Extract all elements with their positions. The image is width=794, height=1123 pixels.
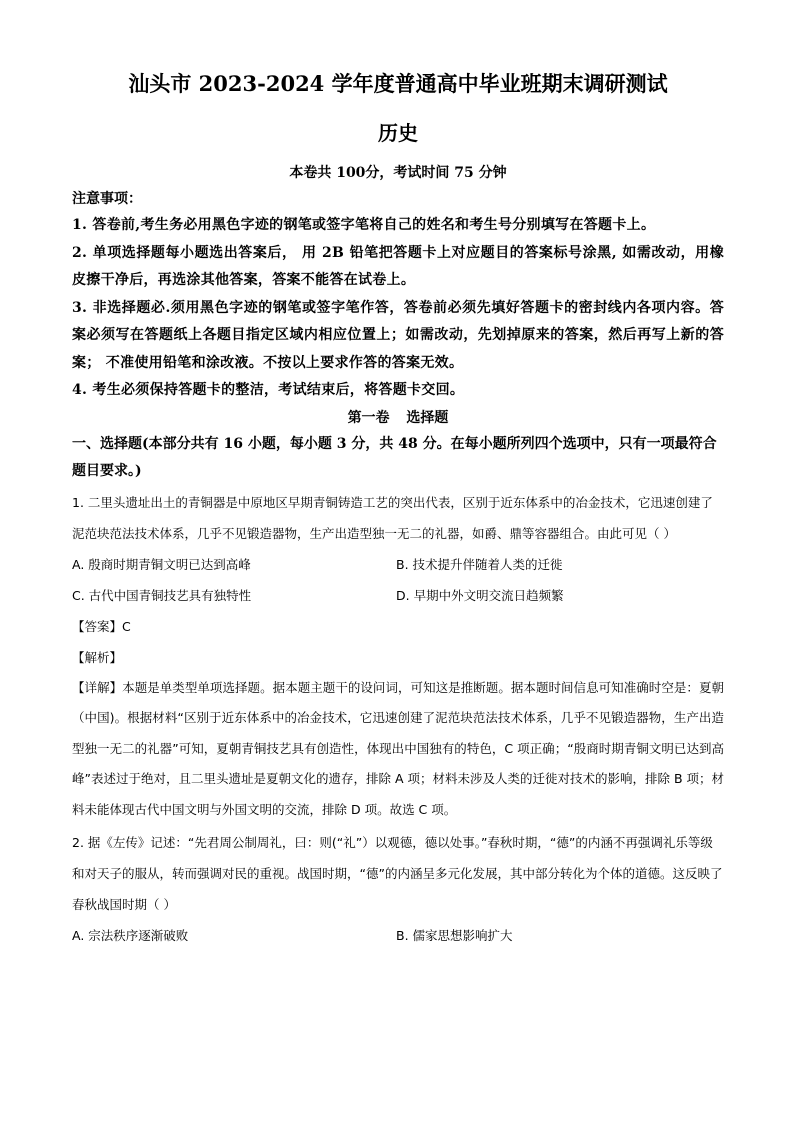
notice-item: 2. 单项选择题每小题选出答案后， 用 2B 铅笔把答题卡上对应题目的答案标号涂黑, 如需改动，用橡皮擦干净后，再选涂其他答案，答案不能答在试卷上。 — [72, 244, 724, 288]
question-2 — [72, 827, 724, 951]
notice-item: 1. 答卷前,考生务必用黑色字迹的钢笔或签字笔将自己的姓名和考生号分别填写在答题卡上。 — [72, 217, 656, 233]
exam-title: 汕头市 2023-2024 学年度普通高中毕业班期末调研测试 — [128, 71, 668, 96]
question-stem: 2. 据《左传》记述：“先君周公制周礼，曰：则(“礼”）以观德，德以处事。”春秋时期，“德”的内涵不再强调礼乐等级和对天子的服从，转而强调对民的重视。战国时期，“德”的内涵呈多元化发展，其中部分转化为个体的道德。这反映了春秋战国时期（ ） — [72, 835, 723, 912]
option-b: B. 儒家思想影响扩大 — [396, 928, 513, 943]
detail-explanation: 【详解】本题是单类型单项选择题。据本题主题干的设问词，可知这是推断题。据本题时间信息可知准确时空是：夏朝（中国)。根据材料“区别于近东体系中的冶金技术，它迅速创建了泥范块范法技术体系，几乎不见锻造器物，生产出造型独一无二的礼器”可知，夏朝青铜技艺具有创造性，体现出中国独有的特色，C 项正确；“殷商时期青铜文明已达到高峰”表述过于绝对，且二里头遗址是夏朝文化的遗存，排除 A 项；材料未涉及人类的迁徙对技术的影响，排除 B 项；材料未能体现古代中国文明与外国文明的交流，排除 D 项。故选 C 项。 — [72, 679, 724, 817]
subject-title: 历史 — [378, 121, 418, 145]
option-c: C. 古代中国青铜技艺具有独特性 — [72, 587, 252, 603]
option-d: D. 早期中外文明交流日趋频繁 — [396, 587, 564, 603]
analysis-label: 【解析】 — [72, 649, 123, 665]
option-a: A. 殷商时期青铜文明已达到高峰 — [72, 556, 251, 572]
option-row — [72, 580, 724, 611]
exam-page — [72, 66, 724, 951]
answer-label: 【答案】C — [72, 618, 131, 634]
notice-block — [72, 186, 724, 405]
section-intro: 一、选择题(本部分共有 16 小题，每小题 3 分，共 48 分。在每小题所列四个选项中，只有一项最符合题目要求。) — [72, 435, 717, 479]
option-row — [72, 920, 724, 951]
section-title: 第一卷 选择题 — [347, 409, 449, 426]
notice-heading: 注意事项： — [72, 191, 142, 207]
question-stem: 1. 二里头遗址出土的青铜器是中原地区早期青铜铸造工艺的突出代表，区别于近东体系中的冶金技术，它迅速创建了泥范块范法技术体系，几乎不见锻造器物，生产出造型独一无二的礼器，如爵、鼎等容器组合。由此可见（ ） — [72, 494, 713, 541]
notice-item: 3. 非选择题必.须用黑色字迹的钢笔或签字笔作答，答卷前必须先填好答题卡的密封线内各项内容。答案必须写在答题纸上各题目指定区域内相应位置上；如需改动，先划掉原来的答案，然后再写上新的答案； 不准使用铅笔和涂改液。不按以上要求作答的答案无效。 — [72, 299, 724, 371]
option-row — [72, 549, 724, 580]
question-1 — [72, 487, 724, 826]
option-a: A. 宗法秩序逐渐破败 — [72, 928, 189, 943]
option-b: B. 技术提升伴随着人类的迁徙 — [396, 556, 563, 572]
notice-item: 4. 考生必须保持答题卡的整洁，考试结束后，将答题卡交回。 — [72, 382, 465, 398]
exam-info: 本卷共 100分，考试时间 75 分钟 — [289, 165, 507, 181]
